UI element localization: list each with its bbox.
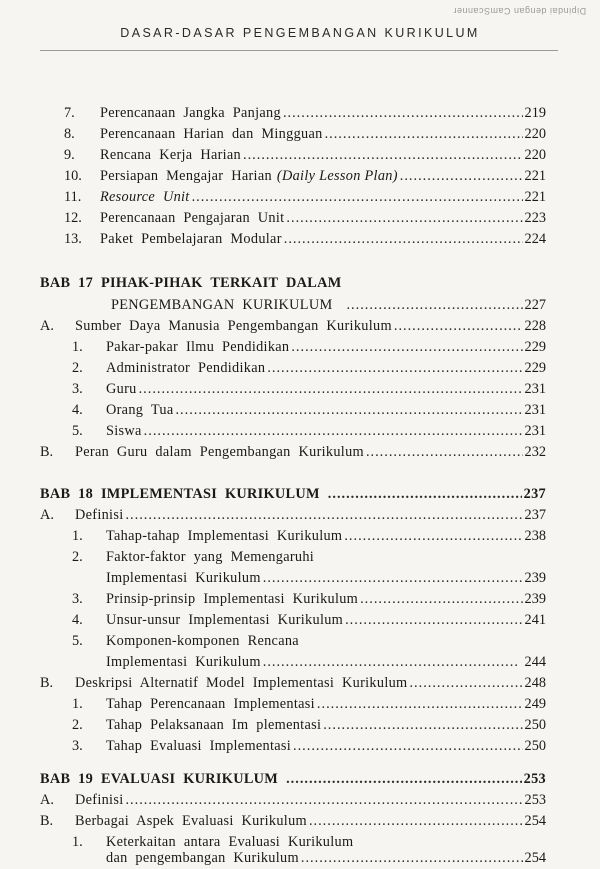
entry-number: 3. <box>72 738 83 754</box>
entry-title: Tahap Evaluasi Implementasi <box>106 738 292 754</box>
page-number: 219 <box>524 105 546 121</box>
leader-dots <box>409 674 522 692</box>
toc-entry[interactable] <box>72 632 546 650</box>
toc-entry[interactable] <box>72 548 546 566</box>
page-number: 241 <box>524 612 546 628</box>
page-number: 220 <box>524 126 546 142</box>
leader-dots <box>328 485 522 503</box>
entry-title-italic: (Daily Lesson Plan) <box>276 168 398 184</box>
toc-entry[interactable] <box>64 104 546 122</box>
page-number: 231 <box>524 402 546 418</box>
toc-section[interactable] <box>40 674 546 692</box>
page-number: 239 <box>524 570 546 586</box>
section-letter: B. <box>40 675 54 691</box>
leader-dots <box>125 791 522 809</box>
entry-title-cont: Implementasi Kurikulum <box>106 570 261 586</box>
leader-dots <box>125 506 522 524</box>
page-number: 229 <box>524 339 546 355</box>
leader-dots <box>175 401 522 419</box>
chapter-heading[interactable] <box>40 485 546 503</box>
entry-title: Perencanaan Jangka Panjang <box>100 105 281 121</box>
chapter-heading[interactable] <box>40 274 546 292</box>
toc-entry[interactable] <box>64 146 546 164</box>
leader-dots <box>283 104 523 122</box>
entry-number: 10. <box>64 168 82 184</box>
entry-number: 12. <box>64 210 82 226</box>
leader-dots <box>323 716 522 734</box>
entry-title: Prinsip-prinsip Implementasi Kurikulum <box>106 591 359 607</box>
page-number: 237 <box>524 507 546 523</box>
page-number: 221 <box>524 168 546 184</box>
leader-dots <box>394 317 523 335</box>
chapter-heading-cont[interactable] <box>111 296 546 314</box>
section-title: Deskripsi Alternatif Model Implementasi Kurikulum <box>75 675 408 691</box>
entry-title: Perencanaan Pengajaran Unit <box>100 210 285 226</box>
entry-title: Keterkaitan antara Evaluasi Kurikulum <box>106 834 354 850</box>
entry-title: Pakar-pakar Ilmu Pendidikan <box>106 339 290 355</box>
entry-title: Tahap Perencanaan Implementasi <box>106 696 315 712</box>
chapter-title: BAB 17 PIHAK-PIHAK TERKAIT DALAM <box>40 275 342 291</box>
toc-section[interactable] <box>40 506 546 524</box>
leader-dots <box>360 590 522 608</box>
leader-dots <box>325 125 523 143</box>
toc-section[interactable] <box>40 443 546 461</box>
section-title: Definisi <box>75 507 124 523</box>
page-number: 228 <box>524 318 546 334</box>
toc-entry[interactable] <box>64 230 546 248</box>
entry-title: Orang Tua <box>106 402 174 418</box>
entry-title: Tahap Pelaksanaan Im plementasi <box>106 717 322 733</box>
entry-title: Perencanaan Harian dan Mingguan <box>100 126 323 142</box>
toc-entry[interactable] <box>72 422 546 440</box>
page-number: 227 <box>524 297 546 313</box>
toc-entry[interactable] <box>64 125 546 143</box>
page-number: 220 <box>524 147 546 163</box>
leader-dots <box>284 230 523 248</box>
toc-entry[interactable] <box>72 401 546 419</box>
page-number: 224 <box>524 231 546 247</box>
page-number: 249 <box>524 696 546 712</box>
toc-entry[interactable] <box>72 737 546 755</box>
entry-title: Tahap-tahap Implementasi Kurikulum <box>106 528 343 544</box>
leader-dots <box>301 849 523 867</box>
entry-number: 2. <box>72 549 83 565</box>
entry-number: 7. <box>64 105 75 121</box>
entry-number: 8. <box>64 126 75 142</box>
entry-title: Guru <box>106 381 137 397</box>
section-letter: B. <box>40 813 54 829</box>
page-number: 238 <box>524 528 546 544</box>
leader-dots <box>286 209 522 227</box>
entry-number: 11. <box>64 189 82 205</box>
page-number: 250 <box>524 738 546 754</box>
toc-section[interactable] <box>40 317 546 335</box>
entry-title: Paket Pembelajaran Modular <box>100 231 282 247</box>
leader-dots <box>293 737 523 755</box>
section-letter: A. <box>40 792 54 808</box>
toc-entry[interactable] <box>72 695 546 713</box>
page-number: 221 <box>524 189 546 205</box>
toc-entry[interactable] <box>64 188 546 206</box>
page-number: 244 <box>524 654 546 670</box>
page-number: 253 <box>523 771 546 787</box>
leader-dots <box>400 167 523 185</box>
leader-dots <box>317 695 523 713</box>
chapter-heading[interactable] <box>40 770 546 788</box>
entry-number: 9. <box>64 147 75 163</box>
toc-entry[interactable] <box>72 380 546 398</box>
running-header: DASAR-DASAR PENGEMBANGAN KURIKULUM <box>120 26 480 40</box>
entry-title-italic: Resource Unit <box>100 189 190 205</box>
leader-dots <box>192 188 523 206</box>
leader-dots <box>139 380 523 398</box>
entry-number: 1. <box>72 528 83 544</box>
section-title: Peran Guru dalam Pengembangan Kurikulum <box>75 444 364 460</box>
entry-number: 5. <box>72 423 83 439</box>
entry-number: 4. <box>72 612 83 628</box>
leader-dots <box>263 653 517 671</box>
toc-entry[interactable] <box>72 527 546 545</box>
leader-dots <box>263 569 523 587</box>
entry-number: 1. <box>72 339 83 355</box>
page-number: 253 <box>524 792 546 808</box>
scanner-watermark: Dipindai dengan CamScanner <box>452 6 586 16</box>
page-number: 237 <box>523 486 546 502</box>
page-number: 239 <box>524 591 546 607</box>
toc-entry-cont[interactable] <box>106 849 546 867</box>
entry-title: Unsur-unsur Implementasi Kurikulum <box>106 612 344 628</box>
toc-entry-cont[interactable] <box>106 653 546 671</box>
toc-section[interactable] <box>40 791 546 809</box>
section-title: Sumber Daya Manusia Pengembangan Kurikulum <box>75 318 392 334</box>
entry-number: 4. <box>72 402 83 418</box>
toc-section[interactable] <box>40 812 546 830</box>
leader-dots <box>344 527 522 545</box>
section-letter: A. <box>40 507 54 523</box>
leader-dots <box>286 770 522 788</box>
header-divider <box>40 50 558 51</box>
toc-entry[interactable] <box>64 209 546 227</box>
entry-number: 1. <box>72 696 83 712</box>
leader-dots <box>309 812 523 830</box>
page-number: 248 <box>524 675 546 691</box>
section-letter: A. <box>40 318 54 334</box>
page-number: 223 <box>524 210 546 226</box>
entry-title: Administrator Pendidikan <box>106 360 266 376</box>
page-number: 232 <box>524 444 546 460</box>
entry-title: Rencana Kerja Harian <box>100 147 242 163</box>
leader-dots <box>243 146 523 164</box>
entry-title: Siswa <box>106 423 142 439</box>
entry-number: 2. <box>72 717 83 733</box>
leader-dots <box>144 422 523 440</box>
entry-number: 1. <box>72 834 83 850</box>
page-number: 250 <box>524 717 546 733</box>
leader-dots <box>345 611 522 629</box>
toc-entry[interactable] <box>64 167 546 185</box>
section-title: Definisi <box>75 792 124 808</box>
section-title: Berbagai Aspek Evaluasi Kurikulum <box>75 813 307 829</box>
leader-dots <box>366 443 523 461</box>
page-number: 254 <box>524 813 546 829</box>
entry-number: 3. <box>72 591 83 607</box>
toc-entry[interactable] <box>72 338 546 356</box>
entry-number: 2. <box>72 360 83 376</box>
toc-entry-cont[interactable] <box>106 569 546 587</box>
entry-title: Faktor-faktor yang Memengaruhi <box>106 549 315 565</box>
section-letter: B. <box>40 444 54 460</box>
chapter-title-cont: PENGEMBANGAN KURIKULUM <box>111 297 333 313</box>
toc-entry[interactable] <box>72 590 546 608</box>
leader-dots <box>346 296 522 314</box>
toc-entry[interactable] <box>72 359 546 377</box>
chapter-title: BAB 19 EVALUASI KURIKULUM <box>40 771 279 787</box>
leader-dots <box>267 359 522 377</box>
entry-title-cont: dan pengembangan Kurikulum <box>106 850 299 866</box>
toc-entry[interactable] <box>72 716 546 734</box>
entry-number: 13. <box>64 231 82 247</box>
page-number: 231 <box>524 423 546 439</box>
leader-dots <box>291 338 522 356</box>
chapter-title: BAB 18 IMPLEMENTASI KURIKULUM <box>40 486 320 502</box>
entry-title: Persiapan Mengajar Harian <box>100 168 272 184</box>
page-number: 254 <box>524 850 546 866</box>
entry-title: Komponen-komponen Rencana <box>106 633 299 649</box>
entry-title-cont: Implementasi Kurikulum <box>106 654 261 670</box>
page-number: 231 <box>524 381 546 397</box>
entry-number: 3. <box>72 381 83 397</box>
page-number: 229 <box>524 360 546 376</box>
toc-entry[interactable] <box>72 611 546 629</box>
entry-number: 5. <box>72 633 83 649</box>
